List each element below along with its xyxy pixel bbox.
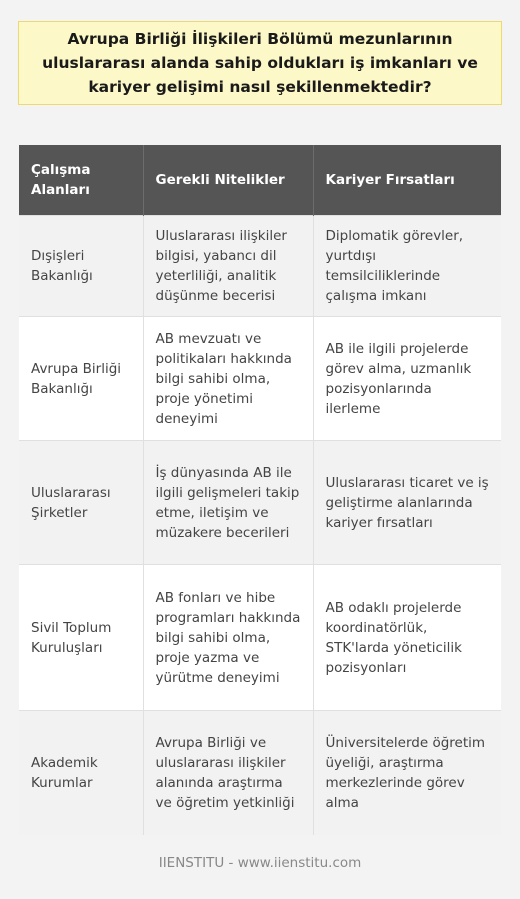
table-cell: AB fonları ve hibe programları hakkında bilgi sahibi olma, proje yazma ve yürütme deneyimi [143,565,313,711]
header-work-areas: Çalışma Alanları [19,145,143,216]
table-cell: AB odaklı projelerde koordinatörlük, STK'larda yöneticilik pozisyonları [313,565,501,711]
footer-credit: IIENSTITU - www.iienstitu.com [158,855,362,871]
header-career-opportunities: Kariyer Fırsatları [313,145,501,216]
table-cell: Uluslararası Şirketler [19,441,143,565]
table-cell: Dışişleri Bakanlığı [19,216,143,317]
table-cell: Uluslararası ticaret ve iş geliştirme alanlarında kariyer fırsatları [313,441,501,565]
table-cell: Üniversitelerde öğretim üyeliği, araştırma merkezlerinde görev alma [313,711,501,835]
question-box [18,21,502,105]
table-cell: İş dünyasında AB ile ilgili gelişmeleri takip etme, iletişim ve müzakere becerileri [143,441,313,565]
table-cell: Uluslararası ilişkiler bilgisi, yabancı dil yeterliliği, analitik düşünme becerisi [143,216,313,317]
table-row [19,441,501,565]
header-required-qualifications: Gerekli Nitelikler [143,145,313,216]
table-cell: Avrupa Birliği Bakanlığı [19,317,143,441]
table-row [19,216,501,317]
table-row [19,317,501,441]
table-cell: Akademik Kurumlar [19,711,143,835]
question-text: Avrupa Birliği İlişkileri Bölümü mezunlarının uluslararası alanda sahip oldukları iş imkanları ve kariyer gelişimi nasıl şekillenmektedir? [42,30,478,96]
table-row [19,711,501,835]
table-cell: Diplomatik görevler, yurtdışı temsilciliklerinde çalışma imkanı [313,216,501,317]
table-cell: AB mevzuatı ve politikaları hakkında bilgi sahibi olma, proje yönetimi deneyimi [143,317,313,441]
table-header-row [19,145,501,216]
career-table [19,145,501,835]
table-cell: AB ile ilgili projelerde görev alma, uzmanlık pozisyonlarında ilerleme [313,317,501,441]
table-cell: Sivil Toplum Kuruluşları [19,565,143,711]
table-cell: Avrupa Birliği ve uluslararası ilişkiler alanında araştırma ve öğretim yetkinliği [143,711,313,835]
table-row [19,565,501,711]
